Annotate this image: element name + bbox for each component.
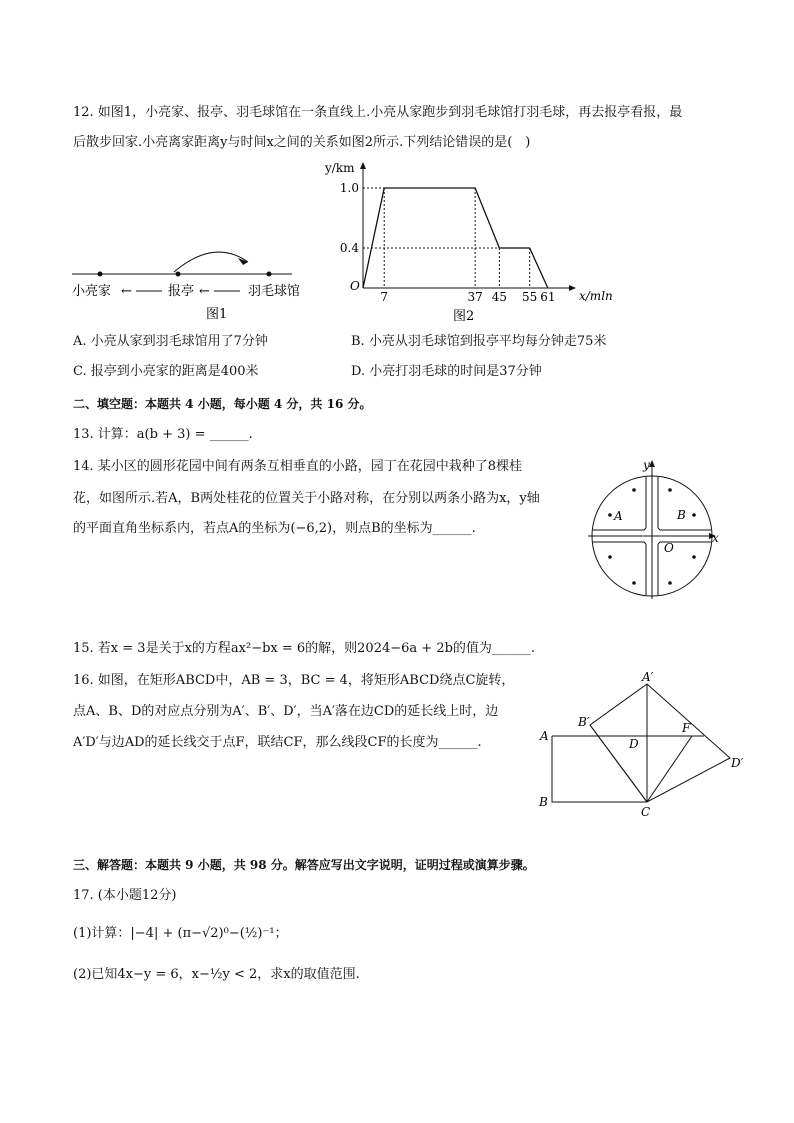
garden-x-label: x: [712, 531, 719, 545]
chart-x-arrow: [569, 285, 576, 291]
q12-option-c: C. 报亭到小亮家的距离是400米: [73, 364, 259, 379]
q12-line2: 后散步回家.小亮离家距离y与时间x之间的关系如图2所示.下列结论错误的是( ): [73, 135, 531, 150]
fig1-label-court: 羽毛球馆: [248, 284, 301, 299]
q14-line1: 14. 某小区的圆形花园中间有两条互相垂直的小路，园丁在花园中栽种了8棵桂: [73, 459, 523, 474]
svg-text:D′: D′: [731, 756, 744, 770]
garden-point-b-label: B: [677, 508, 686, 522]
chart-series: [363, 188, 548, 288]
chart-y-label: y/km: [325, 161, 355, 175]
svg-text:D: D: [629, 737, 639, 751]
fig1-arc-arrow: [174, 252, 248, 272]
fig1-dot-home: [98, 272, 103, 277]
chart-xtick-7: 7: [380, 290, 389, 304]
chart-xtick-45: 45: [491, 290, 508, 304]
chart-ytick-1.0: 1.0: [339, 181, 359, 195]
q14-garden-figure: [588, 456, 728, 601]
chart-ticks: [340, 181, 556, 324]
q12-option-b: B. 小亮从羽毛球馆到报亭平均每分钟走75米: [351, 334, 607, 349]
chart-axes: [324, 161, 613, 303]
fig1-label-home: 小亮家: [72, 284, 112, 299]
section2-heading: 二、填空题：本题共 4 小题，每小题 4 分，共 16 分。: [73, 397, 372, 411]
q12-line1: 12. 如图1，小亮家、报亭、羽毛球馆在一条直线上.小亮从家跑步到羽毛球馆打羽毛球，再去报亭看报，最: [73, 105, 683, 120]
q13: 13. 计算：a(b + 3) = ______.: [73, 427, 253, 442]
rect-rotated: [590, 684, 730, 802]
chart-x-label: x/mln: [579, 289, 613, 303]
chart-ytick-0.4: 0.4: [339, 241, 359, 255]
q16-rectangle-figure: [532, 668, 762, 823]
section3-heading: 三、解答题：本题共 9 小题，共 98 分。解答应写出文字说明，证明过程或演算步骤。: [73, 858, 535, 872]
chart-guides: [363, 188, 530, 288]
fig1-arrow-2: ←: [199, 284, 210, 299]
svg-text:F: F: [682, 721, 691, 735]
q14-line2: 花，如图所示.若A，B两处桂花的位置关于小路对称，在分别以两条小路为x，y轴: [73, 491, 540, 506]
segment-cf: [647, 736, 692, 802]
chart-origin: O: [350, 279, 360, 293]
svg-text:B′: B′: [578, 715, 590, 729]
garden-y-label: y: [643, 458, 650, 472]
garden-point-a-label: A: [614, 509, 623, 523]
fig1-caption: 图1: [206, 307, 228, 322]
fig2-caption: 图2: [453, 309, 475, 324]
garden-origin-label: O: [664, 541, 674, 555]
fig1-dot-court: [267, 272, 272, 277]
q17-part2: (2)已知4x−y = 6，x−½y < 2，求x的取值范围.: [73, 967, 360, 982]
chart-xtick-61: 61: [540, 290, 556, 304]
svg-text:B: B: [539, 795, 548, 809]
q12-figure1: [66, 240, 326, 325]
q12-option-a: A. 小亮从家到羽毛球馆用了7分钟: [73, 334, 268, 349]
q17-part1: (1)计算：|−4| + (π−√2)⁰−(½)⁻¹；: [73, 926, 288, 941]
q14-line3: 的平面直角坐标系内，若点A的坐标为(−6,2)，则点B的坐标为______.: [73, 521, 476, 536]
q16-line2: 点A、B、D的对应点分别为A′、B′、D′，当A′落在边CD的延长线上时，边: [73, 704, 499, 719]
q12-figure2-chart: [316, 156, 613, 324]
garden-tree-a: [608, 513, 612, 517]
q17-title: 17. (本小题12分): [73, 888, 177, 903]
svg-text:A′: A′: [642, 670, 654, 684]
svg-text:A: A: [540, 729, 549, 743]
garden-tree-b: [692, 513, 696, 517]
chart-xtick-37: 37: [467, 290, 483, 304]
fig1-label-kiosk: 报亭: [168, 284, 195, 299]
q16-line3: A′D′与边AD的延长线交于点F，联结CF，那么线段CF的长度为______.: [73, 735, 482, 750]
chart-xtick-55: 55: [522, 290, 538, 304]
q12-option-d: D. 小亮打羽毛球的时间是37分钟: [351, 364, 542, 379]
fig1-dot-kiosk: [176, 272, 181, 277]
fig1-arrow-1: ←: [121, 284, 132, 299]
q16-line1: 16. 如图，在矩形ABCD中，AB = 3，BC = 4，将矩形ABCD绕点C旋转，: [73, 673, 515, 688]
q15: 15. 若x = 3是关于x的方程ax²−bx = 6的解，则2024−6a + 2b的值为______.: [73, 641, 536, 656]
chart-series-line: [363, 188, 548, 288]
chart-y-arrow: [360, 162, 366, 169]
svg-text:C: C: [641, 805, 651, 819]
